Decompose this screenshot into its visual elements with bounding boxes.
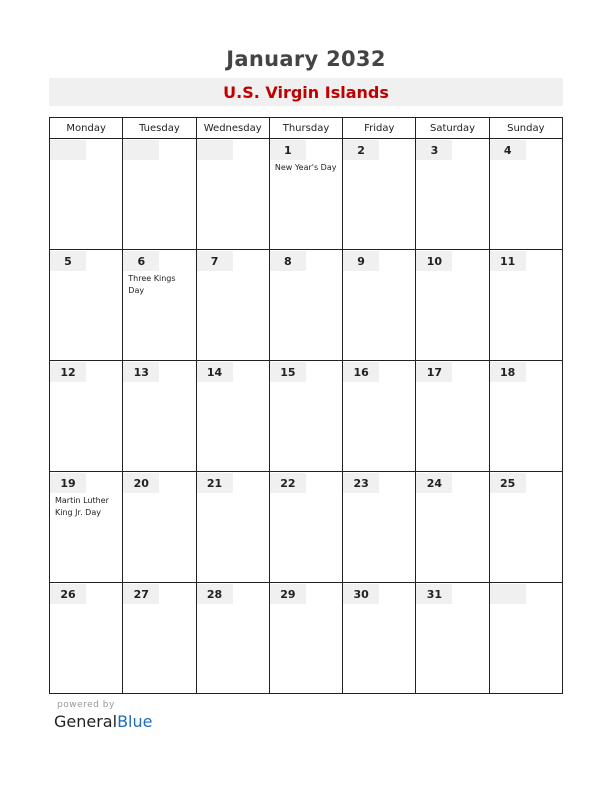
day-cell [196,583,269,694]
day-number: 24 [416,473,452,493]
day-number: 18 [490,362,526,382]
holiday-label: New Year's Day [274,163,337,172]
weekday-header-row [50,118,563,139]
day-number: 2 [343,140,379,160]
generalblue-logo[interactable] [54,712,152,731]
day-number: 9 [343,251,379,271]
day-cell [343,361,416,472]
empty-day-cell [196,139,269,250]
day-number: 20 [123,473,159,493]
calendar-body [50,139,563,694]
day-cell [269,361,342,472]
day-number: 23 [343,473,379,493]
day-cell [269,583,342,694]
day-number: 15 [270,362,306,382]
weekday-sunday: Sunday [489,118,562,139]
day-cell [343,250,416,361]
day-number: 11 [490,251,526,271]
day-cell [416,472,489,583]
brand-general: General [54,712,118,731]
brand-blue: Blue [117,712,153,731]
day-cell [123,361,196,472]
day-number: 31 [416,584,452,604]
day-number: 5 [50,251,86,271]
day-cell [123,250,196,361]
day-number: 17 [416,362,452,382]
day-number: 28 [197,584,233,604]
day-number [50,140,86,160]
day-cell [489,139,562,250]
holiday-label: Three Kings Day [128,274,176,295]
day-number: 14 [197,362,233,382]
week-row [50,361,563,472]
day-number: 7 [197,251,233,271]
day-cell [50,250,123,361]
day-cell [489,361,562,472]
weekday-monday: Monday [50,118,123,139]
day-cell [196,472,269,583]
powered-by-text: powered by [57,700,115,710]
day-number: 1 [270,140,306,160]
day-number: 30 [343,584,379,604]
weekday-wednesday: Wednesday [196,118,269,139]
day-cell [489,250,562,361]
day-number: 6 [123,251,159,271]
weekday-tuesday: Tuesday [123,118,196,139]
day-cell [416,361,489,472]
day-number: 27 [123,584,159,604]
day-number [490,584,526,604]
week-row [50,472,563,583]
weekday-friday: Friday [343,118,416,139]
day-cell [343,583,416,694]
day-number: 8 [270,251,306,271]
day-number: 13 [123,362,159,382]
week-row [50,250,563,361]
day-cell [50,361,123,472]
day-cell [269,250,342,361]
day-cell [416,250,489,361]
day-number: 29 [270,584,306,604]
region-banner: U.S. Virgin Islands [49,78,563,106]
calendar-title: January 2032 [226,47,386,71]
day-number: 21 [197,473,233,493]
week-row [50,139,563,250]
calendar-grid [49,117,563,694]
day-number: 4 [490,140,526,160]
day-cell [343,139,416,250]
day-number: 26 [50,584,86,604]
day-cell [123,583,196,694]
day-number [123,140,159,160]
empty-day-cell [489,583,562,694]
holiday-label: Martin Luther King Jr. Day [55,496,109,517]
day-number: 10 [416,251,452,271]
day-cell [343,472,416,583]
day-number: 22 [270,473,306,493]
empty-day-cell [123,139,196,250]
day-number [197,140,233,160]
day-cell [196,250,269,361]
day-number: 3 [416,140,452,160]
day-number: 16 [343,362,379,382]
day-cell [416,139,489,250]
day-cell [196,361,269,472]
weekday-thursday: Thursday [269,118,342,139]
day-number: 19 [50,473,86,493]
day-cell [489,472,562,583]
day-cell [416,583,489,694]
day-cell [123,472,196,583]
day-cell [50,583,123,694]
day-number: 25 [490,473,526,493]
day-cell [269,472,342,583]
day-cell [269,139,342,250]
empty-day-cell [50,139,123,250]
week-row [50,583,563,694]
day-number: 12 [50,362,86,382]
day-cell [50,472,123,583]
weekday-saturday: Saturday [416,118,489,139]
